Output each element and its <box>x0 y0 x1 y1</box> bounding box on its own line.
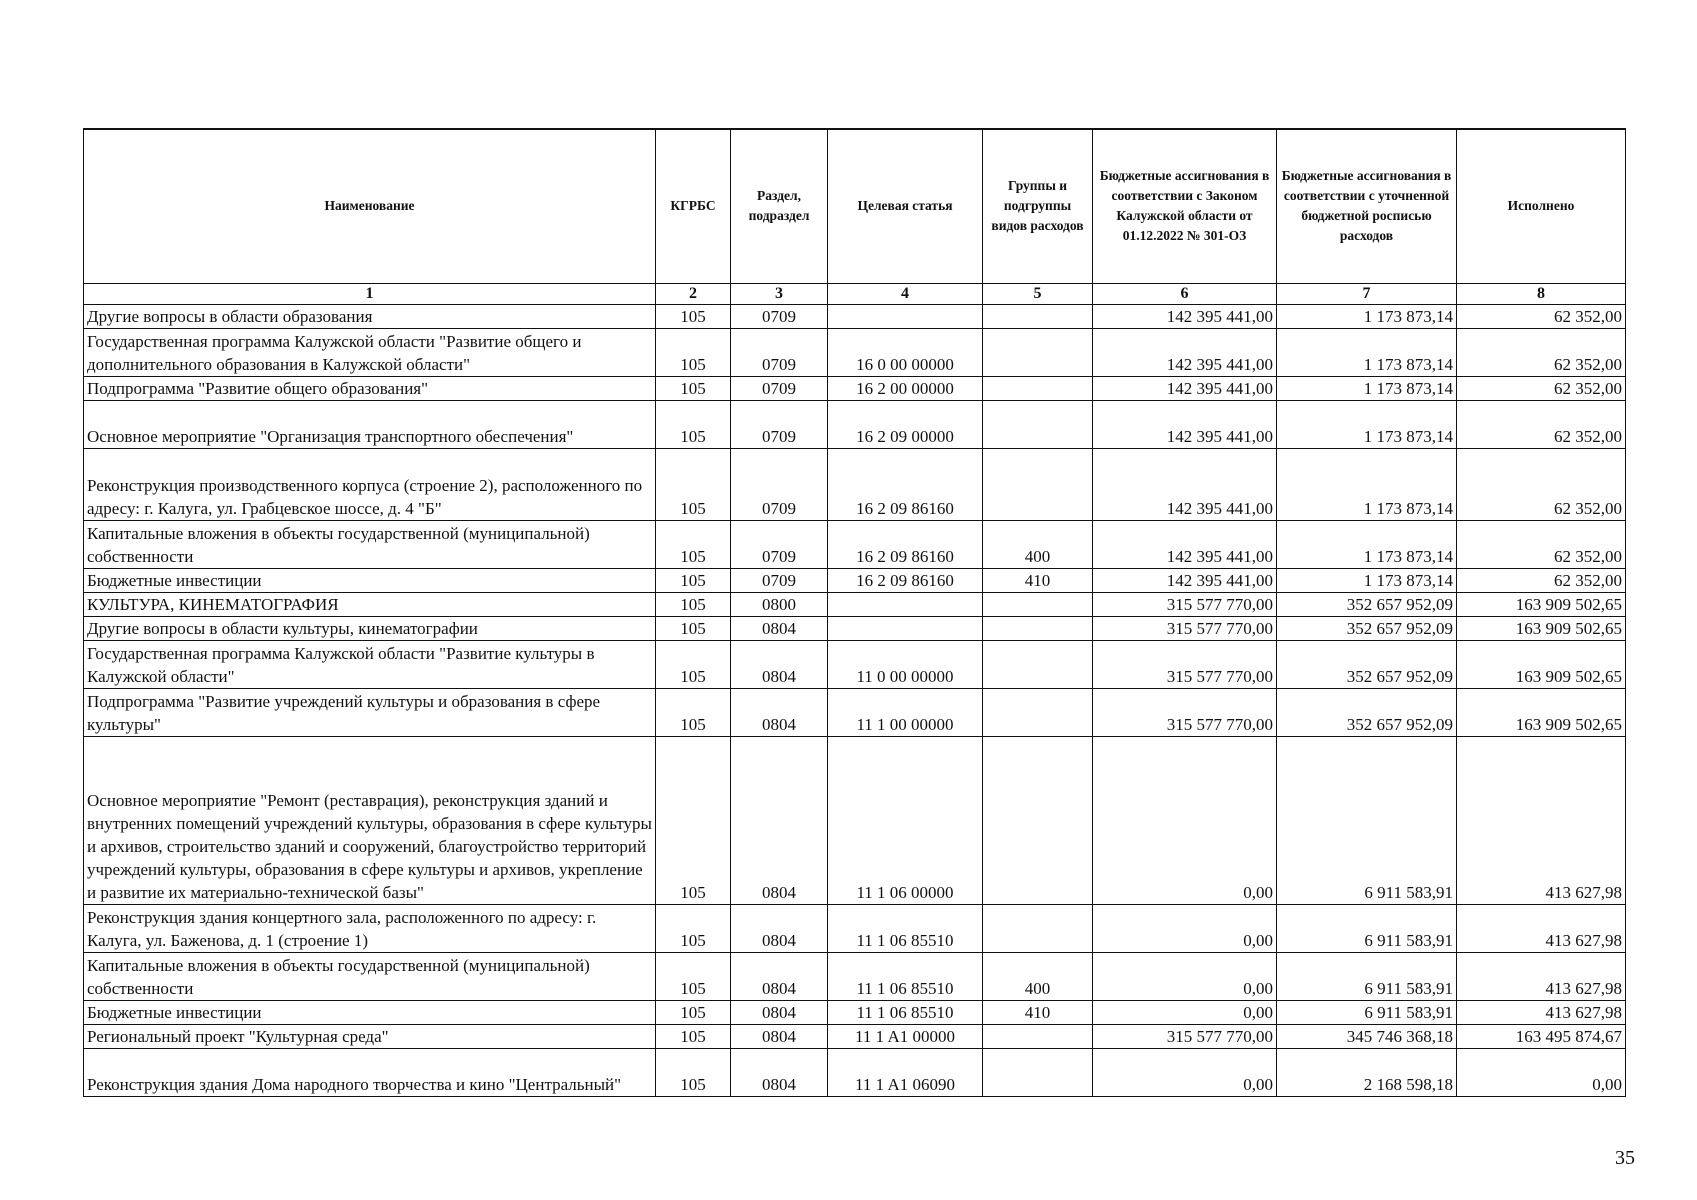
row-name: Реконструкция производственного корпуса (строение 2), расположенного по адресу: г. Калуга, ул. Грабцевское шоссе, д. 4 "Б" <box>84 448 656 520</box>
row-refined-amount: 1 173 873,14 <box>1277 568 1457 592</box>
row-refined-amount: 352 657 952,09 <box>1277 592 1457 616</box>
row-group <box>983 736 1093 904</box>
table-row <box>84 328 1626 376</box>
row-name: Основное мероприятие "Ремонт (реставрация), реконструкция зданий и внутренних помещений учреждений культуры, образования в сфере культуры и архивов, строительство зданий и сооружений, благоустройство территорий учреждений культуры, образования в сфере культуры и архивов, укрепление и развитие их материально-технической базы" <box>84 736 656 904</box>
table-row <box>84 688 1626 736</box>
row-law-amount: 315 577 770,00 <box>1093 616 1277 640</box>
row-refined-amount: 345 746 368,18 <box>1277 1024 1457 1048</box>
table-row <box>84 376 1626 400</box>
row-group: 400 <box>983 952 1093 1000</box>
row-section: 0804 <box>731 952 828 1000</box>
row-executed-amount: 62 352,00 <box>1457 568 1626 592</box>
row-executed-amount: 0,00 <box>1457 1048 1626 1096</box>
row-executed-amount: 62 352,00 <box>1457 448 1626 520</box>
table-row <box>84 1024 1626 1048</box>
row-section: 0709 <box>731 520 828 568</box>
row-executed-amount: 413 627,98 <box>1457 904 1626 952</box>
table-row <box>84 1048 1626 1096</box>
row-kgrbs: 105 <box>656 304 731 328</box>
row-executed-amount: 62 352,00 <box>1457 376 1626 400</box>
column-number: 8 <box>1457 283 1626 304</box>
row-kgrbs: 105 <box>656 448 731 520</box>
row-target: 11 1 A1 00000 <box>828 1024 983 1048</box>
row-law-amount: 142 395 441,00 <box>1093 400 1277 448</box>
row-target: 11 1 06 85510 <box>828 952 983 1000</box>
row-executed-amount: 163 909 502,65 <box>1457 640 1626 688</box>
row-section: 0804 <box>731 904 828 952</box>
row-name: Бюджетные инвестиции <box>84 568 656 592</box>
row-group <box>983 400 1093 448</box>
row-group <box>983 616 1093 640</box>
row-group <box>983 1024 1093 1048</box>
header-section: Раздел, подраздел <box>731 129 828 283</box>
row-target: 11 1 06 00000 <box>828 736 983 904</box>
header-name: Наименование <box>84 129 656 283</box>
row-kgrbs: 105 <box>656 1024 731 1048</box>
row-section: 0709 <box>731 376 828 400</box>
column-number: 3 <box>731 283 828 304</box>
table-row <box>84 1000 1626 1024</box>
row-refined-amount: 1 173 873,14 <box>1277 376 1457 400</box>
row-target: 11 0 00 00000 <box>828 640 983 688</box>
row-name: Другие вопросы в области образования <box>84 304 656 328</box>
row-name: Реконструкция здания концертного зала, расположенного по адресу: г. Калуга, ул. Баженова, д. 1 (строение 1) <box>84 904 656 952</box>
row-kgrbs: 105 <box>656 1048 731 1096</box>
row-refined-amount: 1 173 873,14 <box>1277 304 1457 328</box>
row-target: 16 2 09 86160 <box>828 520 983 568</box>
row-group <box>983 592 1093 616</box>
row-target <box>828 592 983 616</box>
table-body <box>84 304 1626 1096</box>
row-kgrbs: 105 <box>656 640 731 688</box>
row-kgrbs: 105 <box>656 904 731 952</box>
row-kgrbs: 105 <box>656 616 731 640</box>
row-name: Основное мероприятие "Организация транспортного обеспечения" <box>84 400 656 448</box>
row-section: 0804 <box>731 1024 828 1048</box>
row-law-amount: 142 395 441,00 <box>1093 448 1277 520</box>
table-row <box>84 952 1626 1000</box>
row-name: Государственная программа Калужской области "Развитие общего и дополнительного образования в Калужской области" <box>84 328 656 376</box>
row-executed-amount: 62 352,00 <box>1457 328 1626 376</box>
header-groups: Группы и подгруппы видов расходов <box>983 129 1093 283</box>
row-section: 0804 <box>731 736 828 904</box>
row-group <box>983 904 1093 952</box>
row-law-amount: 0,00 <box>1093 1000 1277 1024</box>
row-section: 0804 <box>731 1000 828 1024</box>
row-law-amount: 0,00 <box>1093 736 1277 904</box>
row-group: 410 <box>983 568 1093 592</box>
row-refined-amount: 1 173 873,14 <box>1277 328 1457 376</box>
row-target <box>828 616 983 640</box>
row-target: 16 0 00 00000 <box>828 328 983 376</box>
row-executed-amount: 163 909 502,65 <box>1457 592 1626 616</box>
column-number: 4 <box>828 283 983 304</box>
row-name: Подпрограмма "Развитие учреждений культуры и образования в сфере культуры" <box>84 688 656 736</box>
row-kgrbs: 105 <box>656 592 731 616</box>
table-row <box>84 304 1626 328</box>
page-number: 35 <box>1615 1147 1635 1169</box>
row-executed-amount: 413 627,98 <box>1457 952 1626 1000</box>
row-section: 0709 <box>731 568 828 592</box>
row-group: 410 <box>983 1000 1093 1024</box>
row-section: 0709 <box>731 328 828 376</box>
row-executed-amount: 62 352,00 <box>1457 304 1626 328</box>
row-law-amount: 0,00 <box>1093 952 1277 1000</box>
column-number: 5 <box>983 283 1093 304</box>
header-kgrbs: КГРБС <box>656 129 731 283</box>
row-law-amount: 0,00 <box>1093 1048 1277 1096</box>
row-target: 16 2 09 00000 <box>828 400 983 448</box>
row-refined-amount: 352 657 952,09 <box>1277 640 1457 688</box>
row-section: 0804 <box>731 688 828 736</box>
row-target: 11 1 A1 06090 <box>828 1048 983 1096</box>
row-law-amount: 0,00 <box>1093 904 1277 952</box>
column-number: 1 <box>84 283 656 304</box>
row-section: 0804 <box>731 1048 828 1096</box>
row-kgrbs: 105 <box>656 1000 731 1024</box>
table-row <box>84 448 1626 520</box>
row-target: 16 2 09 86160 <box>828 448 983 520</box>
row-law-amount: 142 395 441,00 <box>1093 328 1277 376</box>
row-group <box>983 328 1093 376</box>
row-group <box>983 1048 1093 1096</box>
row-refined-amount: 352 657 952,09 <box>1277 616 1457 640</box>
row-kgrbs: 105 <box>656 736 731 904</box>
row-refined-amount: 6 911 583,91 <box>1277 1000 1457 1024</box>
table-row <box>84 904 1626 952</box>
row-kgrbs: 105 <box>656 568 731 592</box>
row-name: Бюджетные инвестиции <box>84 1000 656 1024</box>
header-row <box>84 129 1626 283</box>
row-refined-amount: 6 911 583,91 <box>1277 736 1457 904</box>
table-row <box>84 520 1626 568</box>
row-refined-amount: 6 911 583,91 <box>1277 952 1457 1000</box>
row-target: 16 2 00 00000 <box>828 376 983 400</box>
table-row <box>84 592 1626 616</box>
row-law-amount: 142 395 441,00 <box>1093 304 1277 328</box>
row-name: Региональный проект "Культурная среда" <box>84 1024 656 1048</box>
row-target: 11 1 06 85510 <box>828 904 983 952</box>
row-law-amount: 142 395 441,00 <box>1093 376 1277 400</box>
row-target: 11 1 00 00000 <box>828 688 983 736</box>
row-law-amount: 315 577 770,00 <box>1093 640 1277 688</box>
row-section: 0709 <box>731 448 828 520</box>
row-executed-amount: 163 909 502,65 <box>1457 688 1626 736</box>
row-kgrbs: 105 <box>656 376 731 400</box>
row-refined-amount: 1 173 873,14 <box>1277 400 1457 448</box>
table-row <box>84 400 1626 448</box>
row-name: Капитальные вложения в объекты государственной (муниципальной) собственности <box>84 952 656 1000</box>
row-name: Другие вопросы в области культуры, кинематографии <box>84 616 656 640</box>
row-group: 400 <box>983 520 1093 568</box>
row-law-amount: 315 577 770,00 <box>1093 592 1277 616</box>
row-kgrbs: 105 <box>656 688 731 736</box>
row-section: 0800 <box>731 592 828 616</box>
header-target: Целевая статья <box>828 129 983 283</box>
row-section: 0709 <box>731 400 828 448</box>
column-number-row <box>84 283 1626 304</box>
table-row <box>84 616 1626 640</box>
row-kgrbs: 105 <box>656 520 731 568</box>
row-law-amount: 142 395 441,00 <box>1093 520 1277 568</box>
row-executed-amount: 413 627,98 <box>1457 1000 1626 1024</box>
row-group <box>983 688 1093 736</box>
row-law-amount: 142 395 441,00 <box>1093 568 1277 592</box>
row-refined-amount: 352 657 952,09 <box>1277 688 1457 736</box>
row-refined-amount: 1 173 873,14 <box>1277 448 1457 520</box>
row-target: 11 1 06 85510 <box>828 1000 983 1024</box>
row-target <box>828 304 983 328</box>
table-row <box>84 568 1626 592</box>
row-law-amount: 315 577 770,00 <box>1093 688 1277 736</box>
row-kgrbs: 105 <box>656 952 731 1000</box>
row-section: 0804 <box>731 616 828 640</box>
row-section: 0804 <box>731 640 828 688</box>
column-number: 6 <box>1093 283 1277 304</box>
row-group <box>983 376 1093 400</box>
row-name: Реконструкция здания Дома народного творчества и кино "Центральный" <box>84 1048 656 1096</box>
column-number: 2 <box>656 283 731 304</box>
row-kgrbs: 105 <box>656 400 731 448</box>
row-refined-amount: 2 168 598,18 <box>1277 1048 1457 1096</box>
row-executed-amount: 62 352,00 <box>1457 520 1626 568</box>
table-row <box>84 736 1626 904</box>
row-executed-amount: 62 352,00 <box>1457 400 1626 448</box>
column-number: 7 <box>1277 283 1457 304</box>
row-executed-amount: 163 495 874,67 <box>1457 1024 1626 1048</box>
header-refined: Бюджетные ассигнования в соответствии с уточненной бюджетной росписью расходов <box>1277 129 1457 283</box>
row-target: 16 2 09 86160 <box>828 568 983 592</box>
row-name: КУЛЬТУРА, КИНЕМАТОГРАФИЯ <box>84 592 656 616</box>
row-section: 0709 <box>731 304 828 328</box>
row-name: Подпрограмма "Развитие общего образования" <box>84 376 656 400</box>
row-name: Государственная программа Калужской области "Развитие культуры в Калужской области" <box>84 640 656 688</box>
row-refined-amount: 1 173 873,14 <box>1277 520 1457 568</box>
row-refined-amount: 6 911 583,91 <box>1277 904 1457 952</box>
row-group <box>983 640 1093 688</box>
row-group <box>983 448 1093 520</box>
row-executed-amount: 163 909 502,65 <box>1457 616 1626 640</box>
table-row <box>84 640 1626 688</box>
budget-table <box>83 128 1626 1097</box>
row-group <box>983 304 1093 328</box>
row-executed-amount: 413 627,98 <box>1457 736 1626 904</box>
header-executed: Исполнено <box>1457 129 1626 283</box>
row-name: Капитальные вложения в объекты государственной (муниципальной) собственности <box>84 520 656 568</box>
header-law: Бюджетные ассигнования в соответствии с Законом Калужской области от 01.12.2022 № 301-ОЗ <box>1093 129 1277 283</box>
row-kgrbs: 105 <box>656 328 731 376</box>
row-law-amount: 315 577 770,00 <box>1093 1024 1277 1048</box>
